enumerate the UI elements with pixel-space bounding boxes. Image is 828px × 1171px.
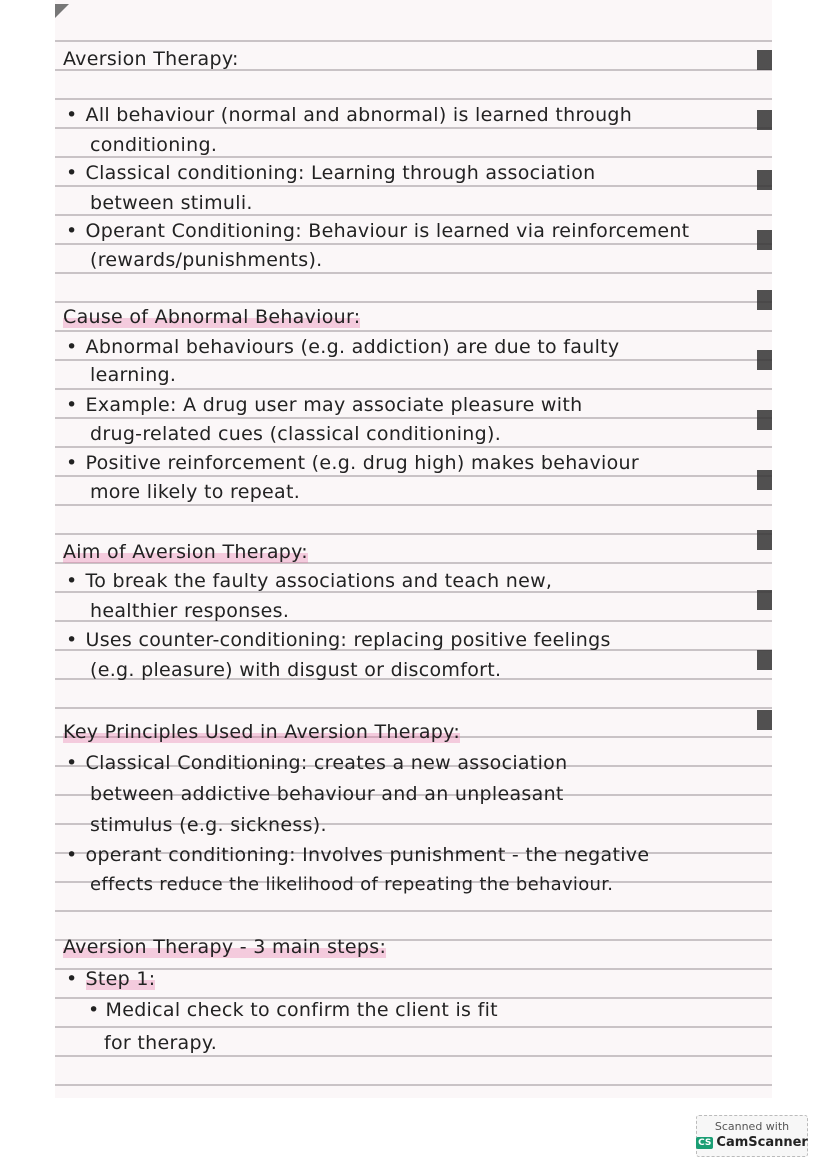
note-line: • Classical conditioning: Learning through association — [66, 162, 596, 184]
section-heading — [63, 721, 460, 743]
watermark-text: Scanned with — [714, 1120, 790, 1133]
watermark-brand-name: CamScanner — [716, 1135, 808, 1150]
heading-text: Cause of Abnormal Behaviour: — [63, 306, 361, 328]
heading-text: Key Principles Used in Aversion Therapy: — [63, 721, 461, 743]
title: Aversion Therapy: — [63, 48, 239, 70]
note-line: effects reduce the likelihood of repeating the behaviour. — [90, 874, 614, 895]
camscanner-logo-icon: CS — [698, 1137, 712, 1148]
step-label: Step 1: — [85, 968, 156, 990]
section-heading — [63, 541, 308, 563]
note-line: healthier responses. — [90, 600, 290, 622]
heading-text: Aim of Aversion Therapy: — [63, 541, 309, 563]
note-line: • Positive reinforcement (e.g. drug high) makes behaviour — [66, 452, 639, 474]
section-heading — [63, 306, 360, 328]
note-line: • Operant Conditioning: Behaviour is learned via reinforcement — [66, 220, 689, 242]
note-line: • All behaviour (normal and abnormal) is learned through — [66, 104, 632, 126]
note-line: for therapy. — [104, 1032, 218, 1054]
note-line: • Example: A drug user may associate pleasure with — [66, 394, 582, 416]
camscanner-watermark — [696, 1115, 808, 1157]
note-line: • Uses counter-conditioning: replacing positive feelings — [66, 629, 611, 651]
note-line — [66, 968, 155, 990]
note-line: between addictive behaviour and an unpleasant — [90, 783, 564, 805]
note-line: more likely to repeat. — [90, 481, 301, 503]
note-line: • operant conditioning: Involves punishment - the negative — [66, 844, 649, 866]
note-line: • To break the faulty associations and teach new, — [66, 570, 552, 592]
note-line: stimulus (e.g. sickness). — [90, 814, 327, 836]
note-line: (e.g. pleasure) with disgust or discomfort. — [90, 659, 502, 681]
watermark-brand — [697, 1135, 807, 1150]
note-line: between stimuli. — [90, 192, 253, 214]
note-line: • Abnormal behaviours (e.g. addiction) are due to faulty — [66, 336, 619, 358]
note-line: drug-related cues (classical conditioning). — [90, 423, 502, 445]
heading-text: Aversion Therapy - 3 main steps: — [63, 936, 387, 958]
page-corner — [55, 4, 69, 18]
note-line: learning. — [90, 364, 177, 386]
section-heading — [63, 936, 386, 958]
note-line: conditioning. — [90, 134, 218, 156]
notebook-binding — [757, 20, 772, 740]
note-line: (rewards/punishments). — [90, 249, 323, 271]
note-line: • Medical check to confirm the client is fit — [88, 999, 498, 1021]
note-line: • Classical Conditioning: creates a new association — [66, 752, 567, 774]
